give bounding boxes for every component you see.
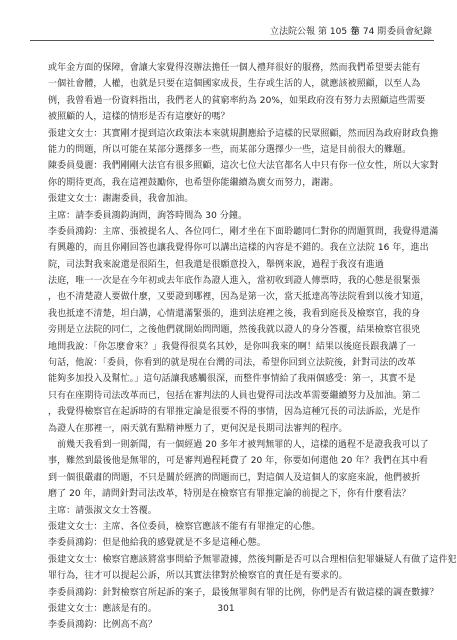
text-line: 到一個很嚴肅的問題，不只是關於經濟的問題而已，對這個人及這個人的家庭來說，他們被折 bbox=[48, 472, 421, 483]
text-line: 磨了 20 年，請問針對司法改革，特別是在檢察官有罪推定論的前提之下，你有什麼看法？ bbox=[48, 489, 411, 500]
publication-title: 立法院公報 bbox=[270, 27, 316, 37]
text-line: 張建文女士：謝謝委員，我會加油。 bbox=[48, 194, 194, 205]
text-line: 主席：請張淑文女士答覆。 bbox=[48, 505, 157, 516]
text-line: 張建文女士：應該是有的。 bbox=[48, 603, 157, 614]
page-number: 301 bbox=[217, 604, 235, 614]
issue-number: 第 74 期 bbox=[351, 27, 387, 37]
text-line: 能夠多加投入及幫忙。」這句話讓我感觸很深，而整件事情給了我兩個感受：第一，其實不是 bbox=[48, 374, 416, 385]
text-line: 只有在座期待司法改革而已，包括在審判法的人員也覺得司法改革需要繼續努力及加油。第二 bbox=[48, 390, 421, 401]
text-line: 你的期待更高，我在這裡鼓勵你，也希望你能繼續為廣女而努力，謝謝。 bbox=[48, 177, 339, 188]
text-line: ，也不清楚證人要做什麼，又要證到哪裡，因為是第一次，當天抵達高等法院看到以後才知道， bbox=[48, 292, 430, 303]
text-line: 或年金方面的保障，會讓大家覺得沒辦法擔任一個人禮拜很好的服務，然而我們希望要去能有 bbox=[48, 63, 421, 73]
text-line: 李委員鴻鈞：但是他給我的感覺就是不多是這種心態。 bbox=[48, 538, 266, 549]
text-line: 主席：請李委員鴻鈞詢問，詢答時間為 30 分鐘。 bbox=[48, 210, 248, 221]
text-line: 我也抵達不清楚，坦白講，心情還滿緊張的，進到法庭裡之後，我看到庭長及檢察官，我的身 bbox=[48, 308, 421, 319]
text-line: 為證人在那裡一，兩天就有點精神壓力了，更何況是長期司法審判的程序。 bbox=[48, 423, 348, 434]
text-line: ，我覺得檢察官在起訴時的有罪推定論是很要不得的事情，因為這種冗長的司法訴訟，光是作 bbox=[48, 407, 421, 418]
text-line: 能力的問題，所以可能在某部分選擇多一些，而某部分選擇少一些，這是目前很大的難題。 bbox=[48, 144, 412, 155]
header-divider bbox=[30, 40, 434, 41]
text-line: 事，難然到最後他是無罪的，可是審判過程耗費了 20 年，你要如何還他 20 年？我們在其中看 bbox=[48, 456, 429, 467]
text-line: 陳委員曼麗：我們剛剛大法官有很多照顧，這次七位大法官都名人中只有你一位女性，所以大家對 bbox=[48, 161, 439, 172]
text-line: 李委員鴻鈞：比例高不高？ bbox=[48, 620, 157, 631]
text-line: 李委員鴻鈞：針對檢察官所起訴的案子，最後無罪與有罪的比例，你們是否有做這樣的調查數據？ bbox=[48, 587, 439, 598]
text-line: 旁則是立法院的同仁，之後他們就開始問問題，然後我就以證人的身分答覆，結果檢察官很兇 bbox=[48, 325, 421, 336]
text-line: 被照顧的人，這樣的情形是否有這麼好的嗎？ bbox=[48, 112, 230, 123]
text-line: 句話，他說：「委員，你看到的就是現在台灣的司法，希望你回到立法院後，針對司法的改革 bbox=[48, 358, 416, 369]
text-line: 院，司法對我來說還是很陌生，但我還是很願意投入，舉例來說，過程于我沒有進過 bbox=[48, 259, 384, 270]
text-line: 有興趣的，而且你剛回答也讓我覺得你可以講出這樣的內容是不錯的。我在立法院 16 年，進出 bbox=[48, 243, 429, 254]
text-line: 張建文女士：主席、各位委員，檢察官應該不能有有罪推定的心態。 bbox=[48, 521, 321, 532]
text-line: 張建文女士：其實剛才提到這次政策法本來就規劃應給予這樣的民眾照顧，然而因為政府財政負擔 bbox=[48, 128, 439, 139]
text-line: 地問我說：「你怎麼會來？」我覺得很莫名其妙，是你叫我來的啊！結果以後庭長跟我講了一 bbox=[48, 341, 416, 352]
text-line: 法庭，唯一一次是在今年初或去年底作為證人進入，當初收到證人傳票時，我的心態是很緊張 bbox=[48, 276, 421, 287]
transcript-body bbox=[48, 60, 457, 634]
volume-number: 第 105 卷 bbox=[318, 27, 359, 37]
section-name: 委員會紀錄 bbox=[387, 27, 433, 37]
text-line: 一個社會體，人權，也就是只要在這個國家成長，生存或生活的人，就應該被照顧，以至人為 bbox=[48, 79, 421, 90]
text-line: 前幾天我看到一則新聞，有一個經過 20 多年才被判無罪的人，這樣的過程不是證我我可以了 bbox=[48, 439, 429, 450]
text-line: 罪行為，往才可以提起公訴，所以其實法律對於檢察官的責任是有要求的。 bbox=[48, 571, 348, 582]
text-line: 例，我曾看過一份資料指出，我們老人的貧窮率約為 20%，如果政府沒有努力去照顧這些需要 bbox=[48, 95, 426, 106]
text-line: 李委員鴻鈞：主席、張被提名人、各位同仁，剛才坐在下面聆聽同仁對你的問題質問，我覺得還滿 bbox=[48, 226, 439, 237]
text-line: 張建文女士：檢察官應該將當事問給予無罪證據，然後判斷是否可以合理相信犯罪嫌疑人有做了這件犯 bbox=[48, 554, 457, 565]
